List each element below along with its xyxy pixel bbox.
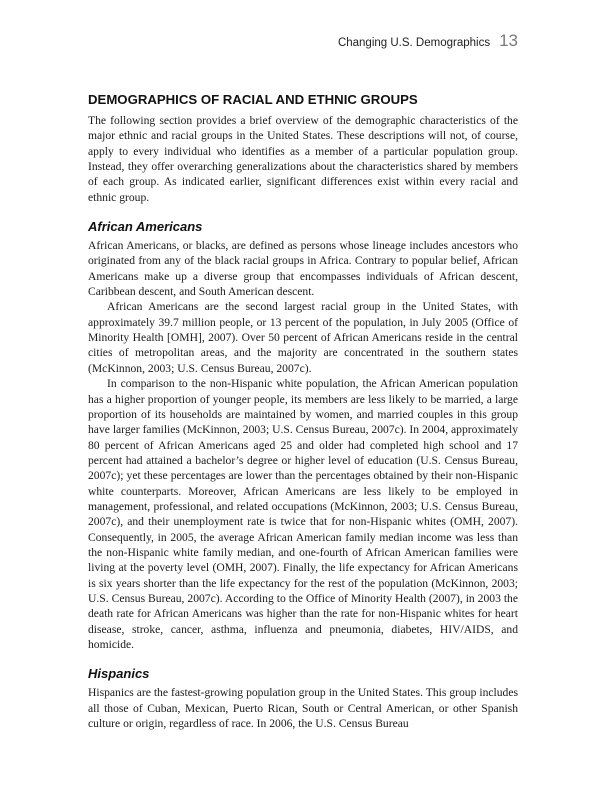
subheading-african-americans: African Americans <box>88 219 203 235</box>
african-americans-paragraph-3: In comparison to the non-Hispanic white population, the African American population has a higher proportion of younger people, its members are less likely to be married, a large proportion of its households are maintained by women, and married couples in this group have larger families (McKinnon, 2003; U.S. Census Bureau, 2007c). In 2004, approximately 80 percent of African Americans aged 25 and older had completed high school and 17 percent had attained a bachelor’s degree or higher level of education (U.S. Census Bureau, 2007c); yet these percentages are lower than the percentages obtained by their non-Hispanic white counterparts. Moreover, African Americans are less likely to be employed in management, professional, and related occupations (McKinnon, 2003; U.S. Census Bureau, 2007c), and their unemployment rate is twice that for non-Hispanic whites (OMH, 2007). Consequently, in 2005, the average African American family median income was less than the non-Hispanic white family median, and one-fourth of African American families were living at the poverty level (OMH, 2007). Finally, the life expectancy for African Americans is six years shorter than the life expectancy for the rest of the population (McKinnon, 2003; U.S. Census Bureau, 2007c). According to the Office of Minority Health (2007), in 2003 the death rate for African Americans was higher than the rate for non-Hispanic whites for heart disease, stroke, cancer, asthma, influenza and pneumonia, diabetes, HIV/AIDS, and homicide. <box>88 377 518 651</box>
running-title: Changing U.S. Demographics <box>337 37 491 49</box>
african-americans-paragraph-2: African Americans are the second largest racial group in the United States, with approximately 39.7 million people, or 13 percent of the population, in July 2005 (Office of Minority Health [OMH], 2007). Over 50 percent of African Americans reside in the central cities of metropolitan areas, and the majority are concentrated in the southern states (McKinnon, 2003; U.S. Census Bureau, 2007c). <box>88 300 518 375</box>
running-header <box>338 31 518 51</box>
african-americans-paragraph-1: African Americans, or blacks, are defined as persons whose lineage includes ancestors who originated from any of the black racial groups in Africa. Contrary to popular belief, African Americans make up a diverse group that encompasses individuals of African descent, Caribbean descent, and South American descent. <box>88 239 518 299</box>
main-content <box>88 92 518 731</box>
page-number: 13 <box>499 31 518 50</box>
hispanics-paragraph-1: Hispanics are the fastest-growing population group in the United States. This group includes all those of Cuban, Mexican, Puerto Rican, South or Central American, or other Spanish culture or origin, regardless of race. In 2006, the U.S. Census Bureau <box>88 686 518 731</box>
subheading-hispanics: Hispanics <box>88 666 150 682</box>
section-heading: DEMOGRAPHICS OF RACIAL AND ETHNIC GROUPS <box>88 92 418 107</box>
section-intro-paragraph: The following section provides a brief overview of the demographic characteristics of the major ethnic and racial groups in the United States. These descriptions will not, of course, apply to every individual who identifies as a member of a particular population group. Instead, they offer overarching generalizations about the characteristics shared by members of each group. As indicated earlier, significant differences exist within every racial and ethnic group. <box>88 114 518 204</box>
